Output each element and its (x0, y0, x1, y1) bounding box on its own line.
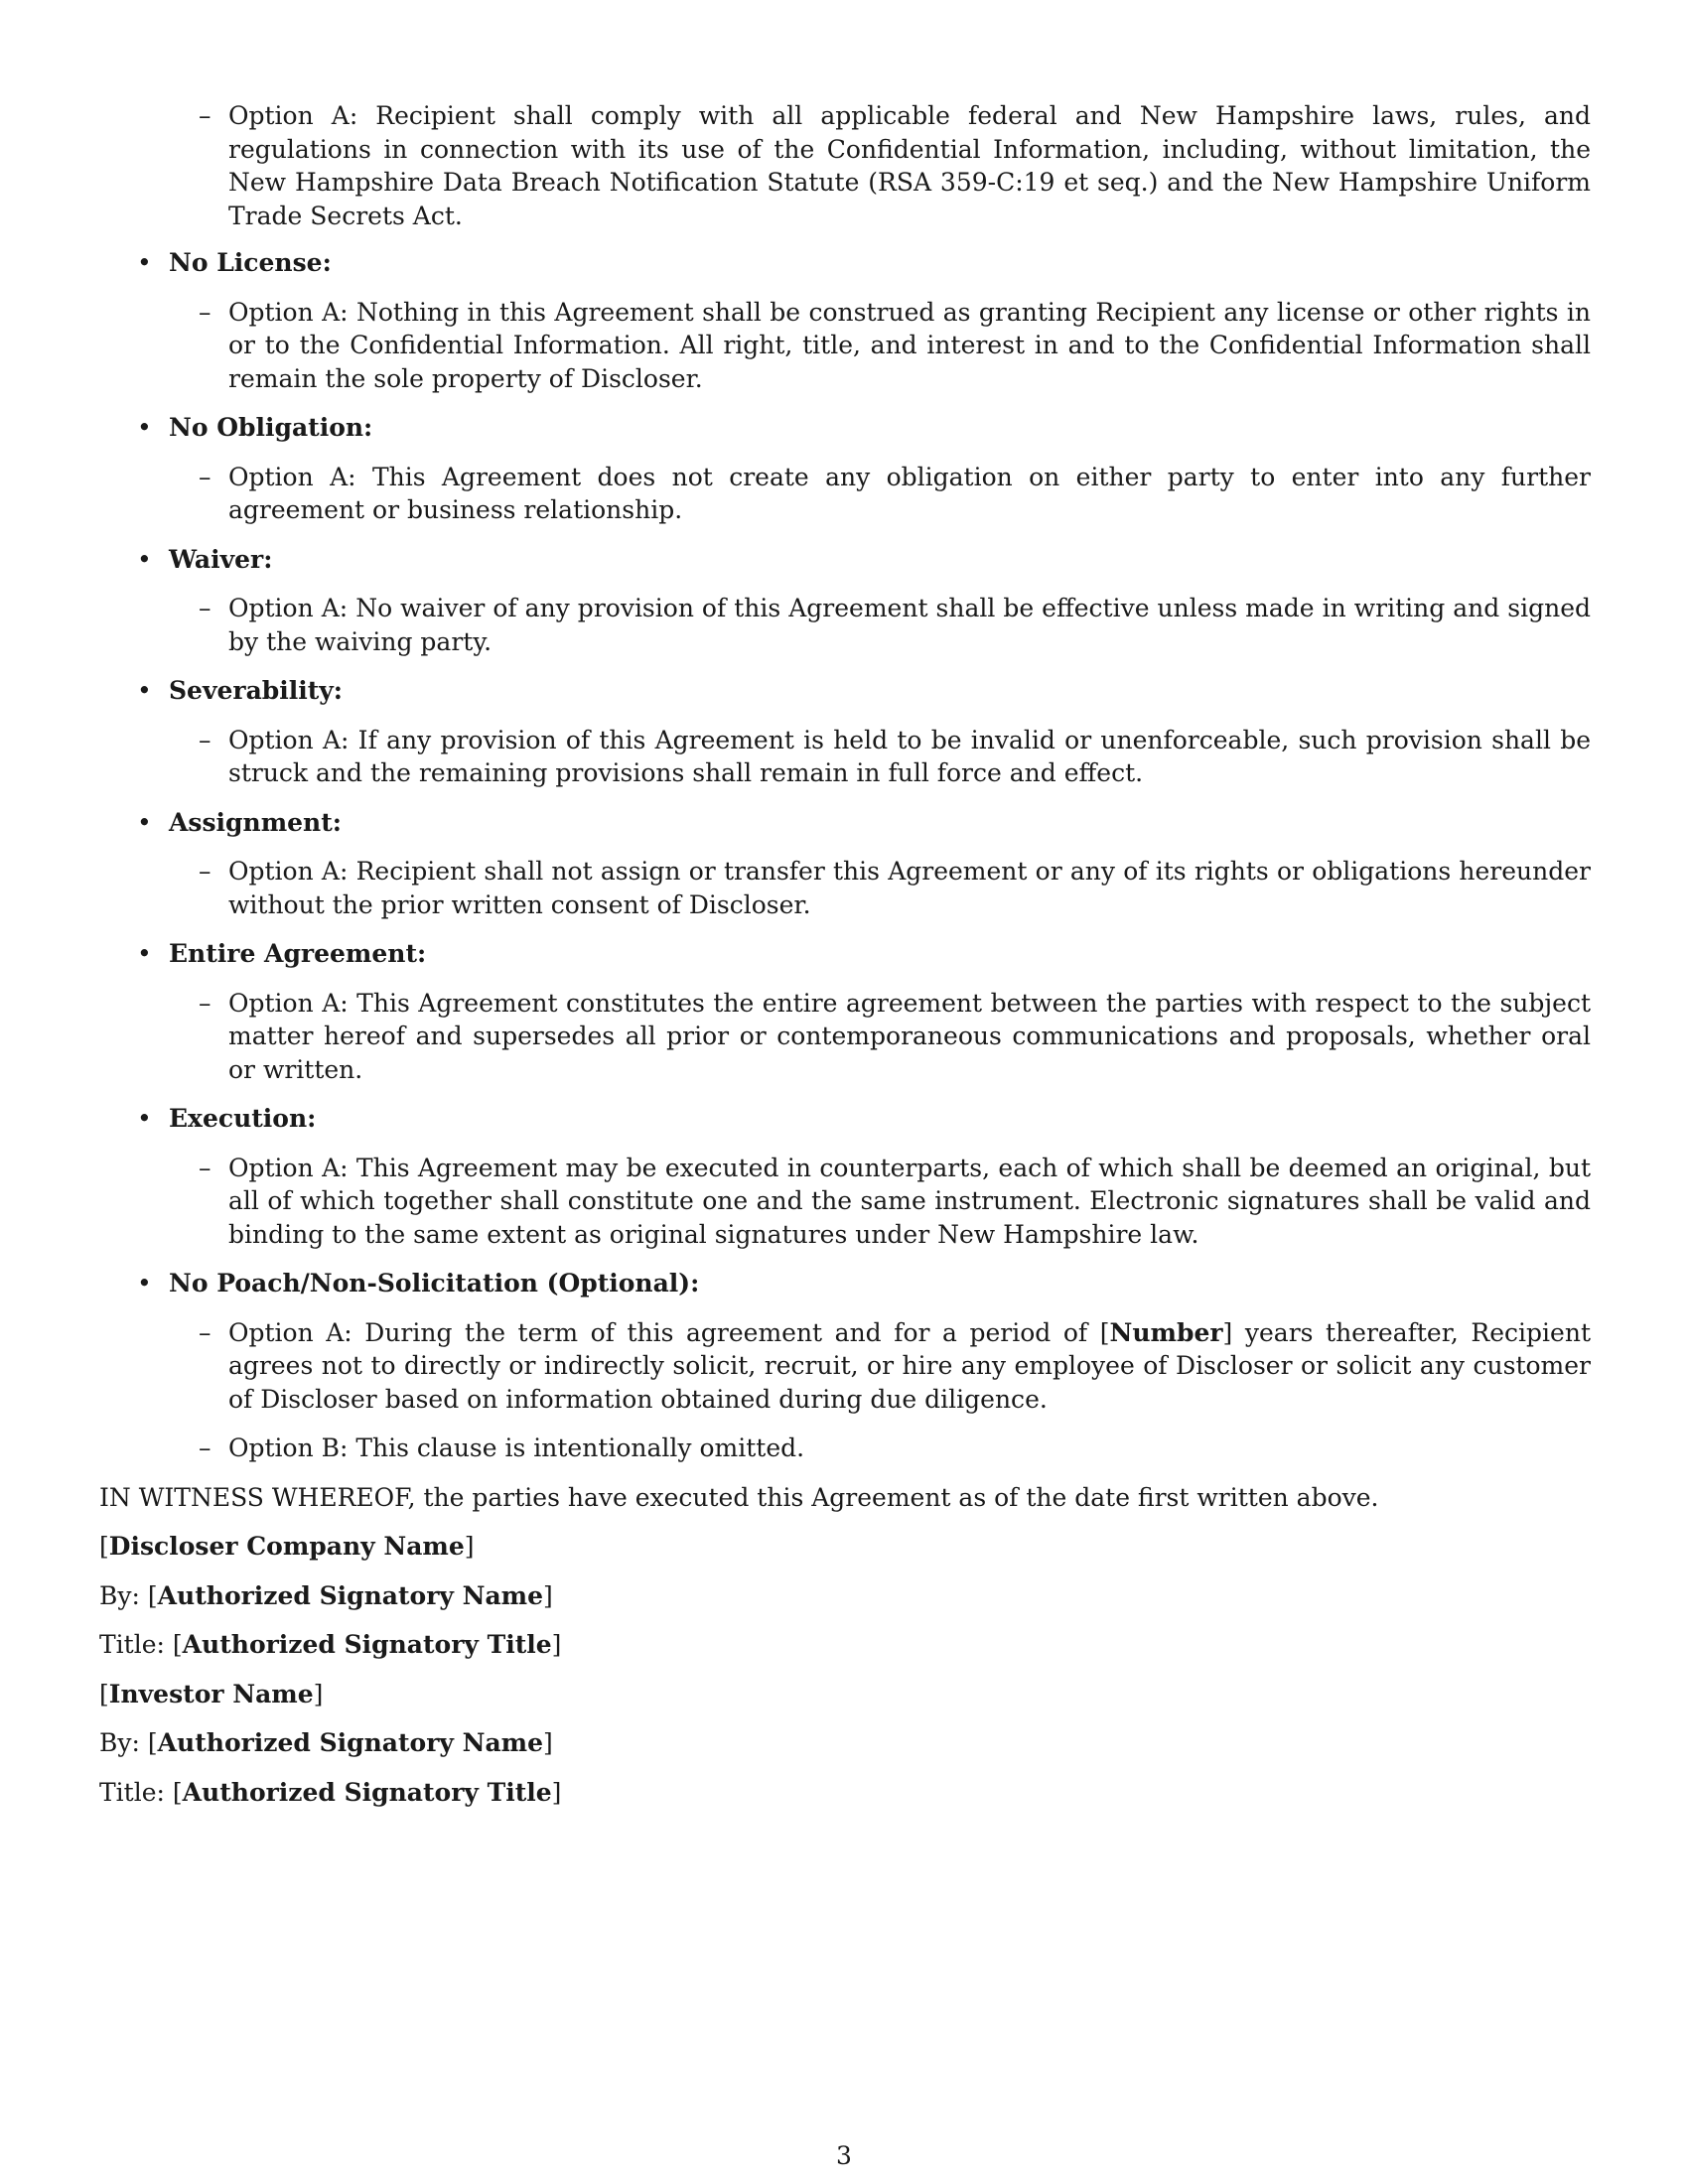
close-bracket: ] (464, 1532, 475, 1561)
close-bracket: ] (313, 1679, 324, 1708)
option-text: Option B: This clause is intentionally omitted. (228, 1433, 805, 1462)
open-bracket: [ (147, 1728, 158, 1757)
title-label: Title: (99, 1630, 173, 1659)
option-item (99, 592, 1591, 658)
bullet-marker: • (137, 248, 152, 277)
section-heading (99, 411, 1591, 445)
discloser-signatory-title-placeholder: Authorized Signatory Title (182, 1630, 552, 1659)
close-bracket: ] (551, 1777, 562, 1807)
bullet-marker: • (137, 676, 152, 705)
open-bracket: [ (99, 1532, 109, 1561)
heading-text: No Obligation: (169, 413, 373, 442)
heading-text: No Poach/Non-Solicitation (Optional): (169, 1269, 700, 1297)
bullet-marker: • (137, 1104, 152, 1133)
dash-marker: – (199, 988, 211, 1018)
dash-marker: – (199, 857, 211, 886)
by-label: By: (99, 1728, 148, 1757)
witness-clause: IN WITNESS WHEREOF, the parties have executed this Agreement as of the date first written above. (99, 1482, 1379, 1512)
dash-marker: – (199, 725, 211, 754)
document-body (99, 99, 1591, 1825)
option-text: Option A: This Agreement may be executed in counterparts, each of which shall be deemed an original, but all of which together shall constitute one and the same instrument. Electronic signatures shall be valid and binding to the same extent as original signatures under New Hampshire law. (228, 1153, 1591, 1249)
bullet-marker: • (137, 413, 152, 442)
option-item (99, 987, 1591, 1087)
dash-marker: – (199, 101, 211, 130)
option-item (99, 1432, 1591, 1465)
section-heading (99, 543, 1591, 577)
discloser-company-placeholder: Discloser Company Name (108, 1532, 465, 1561)
section-heading (99, 674, 1591, 708)
open-bracket: [ (99, 1679, 109, 1708)
option-text: Option A: This Agreement constitutes the entire agreement between the parties with respect to the subject matter hereof and supersedes all prior or contemporaneous communications and proposals, whether oral or written. (228, 988, 1591, 1084)
heading-text: Assignment: (169, 807, 343, 837)
section-execution (99, 1102, 1591, 1251)
close-bracket: ] (1222, 1317, 1233, 1347)
section-heading (99, 806, 1591, 840)
section-heading (99, 937, 1591, 971)
section-waiver (99, 543, 1591, 659)
section-heading (99, 1267, 1591, 1300)
open-bracket: [ (1099, 1317, 1110, 1347)
by-label: By: (99, 1580, 148, 1610)
option-item (99, 461, 1591, 527)
option-item (99, 724, 1591, 790)
option-text: Option A: No waiver of any provision of this Agreement shall be effective unless made in writing and signed by the waiving party. (228, 594, 1591, 656)
heading-text: Execution: (169, 1104, 317, 1133)
open-bracket: [ (172, 1630, 183, 1659)
page-number: 3 (836, 2141, 852, 2170)
option-item (99, 1316, 1591, 1417)
option-item (99, 296, 1591, 396)
dash-marker: – (199, 1433, 211, 1462)
section-non-solicitation (99, 1267, 1591, 1465)
close-bracket: ] (551, 1630, 562, 1659)
dash-marker: – (199, 1317, 211, 1347)
bullet-marker: • (137, 807, 152, 837)
investor-by-line (99, 1726, 1591, 1760)
option-text: Option A: If any provision of this Agreement is held to be invalid or unenforceable, such provision shall be struck and the remaining provisions shall remain in full force and effect. (228, 725, 1591, 787)
close-bracket: ] (543, 1728, 553, 1757)
heading-text: No License: (169, 248, 332, 277)
open-bracket: [ (147, 1580, 158, 1610)
heading-text: Severability: (169, 676, 344, 705)
option-item (99, 1152, 1591, 1252)
dash-marker: – (199, 462, 211, 491)
discloser-by-line (99, 1579, 1591, 1613)
option-text: Option A: Recipient shall comply with all applicable federal and New Hampshire laws, rules, and regulations in connection with its use of the Confidential Information, including, without limitation, the New Hampshire Data Breach Notification Statute (RSA 359-C:19 et seq.) and the New Hampshire Uniform Trade Secrets Act. (228, 101, 1591, 230)
investor-title-line (99, 1776, 1591, 1810)
investor-company-line (99, 1678, 1591, 1711)
number-placeholder: Number (1109, 1317, 1223, 1347)
bullet-marker: • (137, 1269, 152, 1297)
option-item (99, 855, 1591, 921)
option-text: Option A: This Agreement does not create any obligation on either party to enter into any further agreement or business relationship. (228, 462, 1591, 524)
heading-text: Entire Agreement: (169, 939, 427, 968)
section-heading (99, 1102, 1591, 1136)
investor-name-placeholder: Investor Name (108, 1679, 314, 1708)
bullet-marker: • (137, 939, 152, 968)
discloser-title-line (99, 1628, 1591, 1662)
compliance-option-a (99, 99, 1591, 232)
heading-text: Waiver: (169, 544, 273, 574)
section-assignment (99, 806, 1591, 922)
close-bracket: ] (543, 1580, 553, 1610)
bullet-marker: • (137, 544, 152, 574)
option-text: Option A: Recipient shall not assign or transfer this Agreement or any of its rights or obligations hereunder without the prior written consent of Discloser. (228, 857, 1591, 919)
section-severability (99, 674, 1591, 790)
section-heading (99, 246, 1591, 280)
section-no-license (99, 246, 1591, 395)
title-label: Title: (99, 1777, 173, 1807)
dash-marker: – (199, 594, 211, 622)
open-bracket: [ (172, 1777, 183, 1807)
dash-marker: – (199, 297, 211, 327)
dash-marker: – (199, 1153, 211, 1182)
option-text-end: years thereafter, Recipient agrees not to directly or indirectly solicit, recruit, or hire any employee of Discloser or solicit any customer of Discloser based on information obtained during due diligence. (228, 1317, 1591, 1414)
discloser-signatory-name-placeholder: Authorized Signatory Name (157, 1580, 544, 1610)
option-text: Option A: Nothing in this Agreement shall be construed as granting Recipient any license or other rights in or to the Confidential Information. All right, title, and interest in and to the Confidential Information shall remain the sole property of Discloser. (228, 297, 1591, 393)
investor-signatory-title-placeholder: Authorized Signatory Title (182, 1777, 552, 1807)
investor-signatory-name-placeholder: Authorized Signatory Name (157, 1728, 544, 1757)
section-no-obligation (99, 411, 1591, 527)
option-text-start: Option A: During the term of this agreement and for a period of (228, 1317, 1100, 1347)
section-entire-agreement (99, 937, 1591, 1086)
discloser-company-line (99, 1530, 1591, 1564)
